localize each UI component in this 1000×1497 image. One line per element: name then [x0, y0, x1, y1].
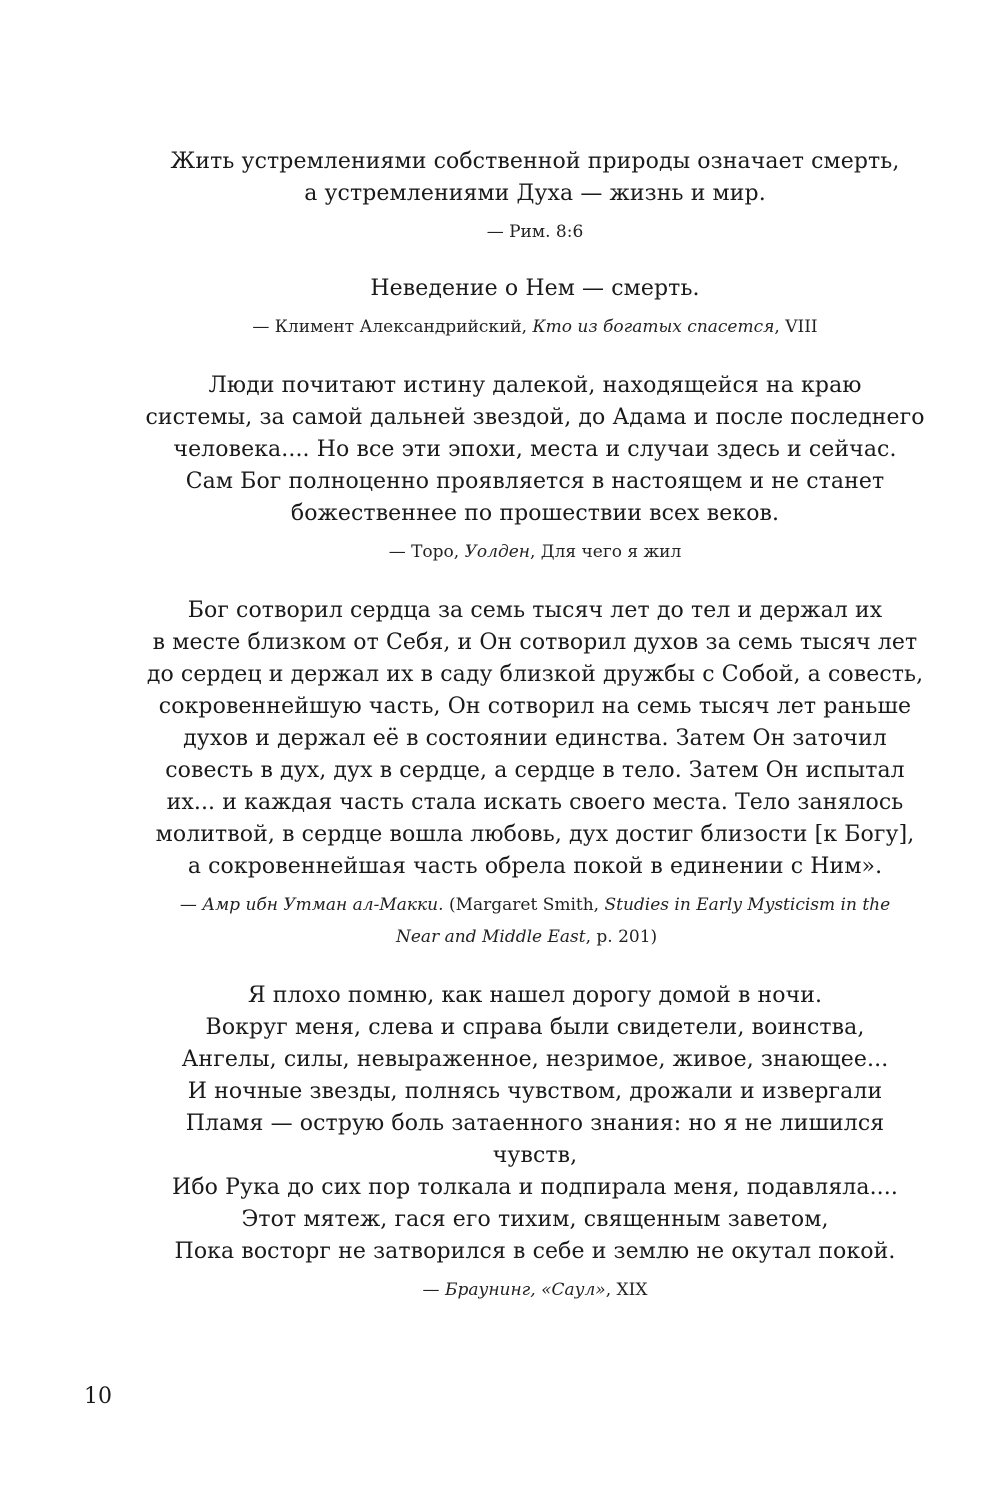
quote-3-line-1: Люди почитают истину далекой, находящейся на краю: [208, 373, 862, 398]
quote-5-line-3: Ангелы, силы, невыраженное, незримое, живое, знающее...: [181, 1047, 889, 1072]
quote-3-line-3: человека.... Но все эти эпохи, места и случаи здесь и сейчас.: [173, 437, 897, 462]
quote-4-line-6: совесть в дух, дух в сердце, а сердце в тело. Затем Он испытал: [165, 758, 905, 783]
quote-4-line-5: духов и держал её в состоянии единства. Затем Он заточил: [183, 726, 887, 751]
quote-3-line-5: божественнее по прошествии всех веков.: [290, 501, 780, 526]
quote-4-line-1: Бог сотворил сердца за семь тысяч лет до тел и держал их: [187, 598, 883, 623]
quote-5-line-2: Вокруг меня, слева и справа были свидетели, воинства,: [205, 1015, 865, 1040]
quote-5-line-6: чувств,: [492, 1143, 578, 1168]
quote-4-attribution-line-2: Near and Middle East, p. 201): [396, 927, 658, 947]
quote-5-line-4: И ночные звезды, полнясь чувством, дрожали и извергали: [187, 1079, 883, 1104]
quote-1-attribution: — Рим. 8:6: [486, 222, 584, 242]
quote-4-line-7: их... и каждая часть стала искать своего места. Тело занялось: [166, 790, 904, 815]
quote-5-line-1: Я плохо помню, как нашел дорогу домой в ночи.: [247, 983, 823, 1008]
quote-4-line-4: сокровеннейшую часть, Он сотворил на семь тысяч лет раньше: [158, 694, 912, 719]
quote-5-line-7: Ибо Рука до сих пор толкала и подпирала меня, подавляла....: [172, 1175, 898, 1200]
page-number: 10: [84, 1384, 112, 1409]
quote-3-line-2: системы, за самой дальней звездой, до Адама и после последнего: [145, 405, 925, 430]
quote-5-line-8: Этот мятеж, гася его тихим, священным заветом,: [241, 1207, 829, 1232]
quote-2-attribution: — Климент Александрийский, Кто из богатых спасется, VIII: [252, 317, 818, 337]
quote-5-line-5: Пламя — острую боль затаенного знания: но я не лишился: [185, 1111, 885, 1136]
quote-1-line-1: Жить устремлениями собственной природы означает смерть,: [170, 149, 900, 174]
quote-5-line-9: Пока восторг не затворился в себе и землю не окутал покой.: [174, 1239, 896, 1264]
quote-5-attribution: — Браунинг, «Саул», XIX: [422, 1280, 648, 1300]
quote-3-line-4: Сам Бог полноценно проявляется в настоящем и не станет: [185, 469, 885, 494]
quote-3-attribution: — Торо, Уолден, Для чего я жил: [388, 542, 682, 562]
quote-4-line-8: молитвой, в сердце вошла любовь, дух достиг близости [к Богу],: [155, 822, 915, 847]
quote-1-line-2: а устремлениями Духа — жизнь и мир.: [304, 181, 766, 206]
quote-2-line-1: Неведение о Нем — смерть.: [370, 276, 700, 301]
quote-4-attribution-line-1: — Амр ибн Утман ал-Макки. (Margaret Smith, Studies in Early Mysticism in the: [179, 895, 891, 915]
quote-4-line-9: а сокровеннейшая часть обрела покой в единении с Ним».: [187, 854, 883, 879]
quote-4-line-2: в месте близком от Себя, и Он сотворил духов за семь тысяч лет: [152, 630, 918, 655]
quote-4-line-3: до сердец и держал их в саду близкой дружбы с Собой, а совесть,: [146, 662, 924, 687]
